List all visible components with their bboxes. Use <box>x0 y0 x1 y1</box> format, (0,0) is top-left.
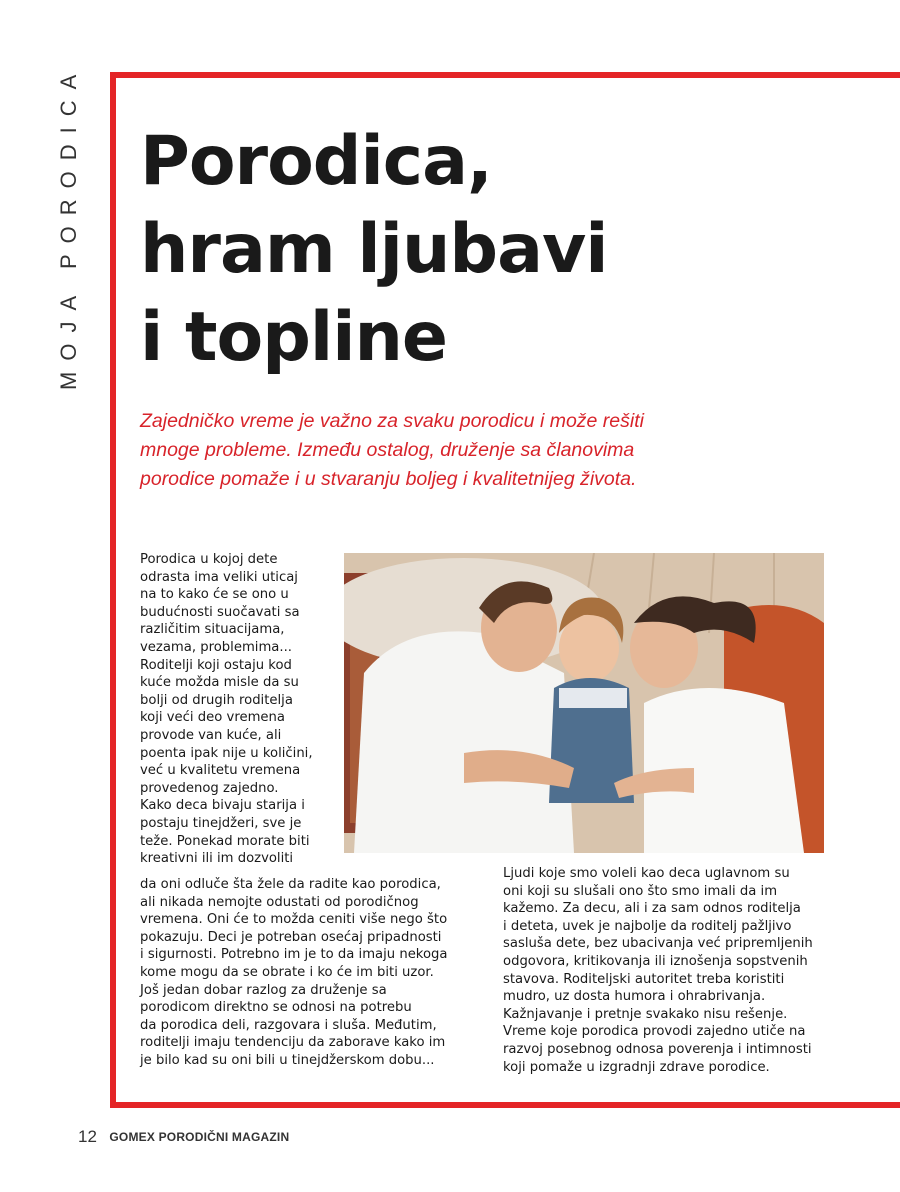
body-line: vezama, problemima... <box>140 639 292 655</box>
body-line: kreativni ili im dozvoliti <box>140 851 294 867</box>
article-lead <box>140 407 680 494</box>
body-line: budućnosti suočavati sa <box>140 604 300 620</box>
section-label: MOJA PORODICA <box>56 63 81 390</box>
body-line: već u kvalitetu vremena <box>140 763 301 779</box>
title-line: Porodica, <box>140 122 492 201</box>
body-line: sasluša dete, bez ubacivanja već pripremljenih <box>503 936 813 952</box>
body-line: kome mogu da se obrate i ko će im biti uzor. <box>140 964 434 980</box>
body-line: Kažnjavanje i pretnje svakako nisu rešenje. <box>503 1006 788 1022</box>
page-footer <box>78 1127 289 1147</box>
body-column-2 <box>503 865 813 1076</box>
body-line: pokazuju. Deci je potreban osećaj pripadnosti <box>140 929 442 945</box>
body-line: oni koji su slušali ono što smo imali da im <box>503 883 778 899</box>
body-line: teže. Ponekad morate biti <box>140 833 310 849</box>
title-line: i topline <box>140 298 448 377</box>
body-line: porodicom direktno se odnosi na potrebu <box>140 1000 412 1016</box>
body-line: bolji od drugih roditelja <box>140 692 293 708</box>
body-column-1-top <box>140 551 313 868</box>
body-line: i deteta, uvek je najbolje da roditelj pažljivo <box>503 918 792 934</box>
body-line: Vreme koje porodica provodi zajedno utiče na <box>503 1024 806 1040</box>
body-line: Ljudi koje smo voleli kao deca uglavnom su <box>503 866 790 881</box>
body-line: stavova. Roditeljski autoritet treba koristiti <box>503 971 785 987</box>
body-line: kuće možda misle da su <box>140 675 299 691</box>
body-line: odrasta ima veliki uticaj <box>140 569 298 585</box>
body-line: poenta ipak nije u količini, <box>140 745 313 761</box>
body-line: Kako deca bivaju starija i <box>140 798 305 814</box>
body-column-1-bottom <box>140 876 448 1070</box>
body-line: provode van kuće, ali <box>140 727 282 743</box>
page-number: 12 <box>78 1127 97 1146</box>
body-line: da porodica deli, razgovara i sluša. Međutim, <box>140 1017 437 1033</box>
body-line: koji pomaže u izgradnji zdrave porodice. <box>503 1059 770 1075</box>
body-line: Porodica u kojoj dete <box>140 552 278 567</box>
family-photo <box>344 553 824 853</box>
body-line: da oni odluče šta žele da radite kao porodica, <box>140 877 441 892</box>
body-line: mudro, uz dosta humora i ohrabrivanja. <box>503 989 766 1005</box>
lead-line: mnoge probleme. Između ostalog, druženje sa članovima <box>140 439 635 461</box>
body-line: Još jedan dobar razlog za druženje sa <box>140 982 387 998</box>
body-line: koji veći deo vremena <box>140 710 285 726</box>
lead-line: porodice pomaže i u stvaranju boljeg i kvalitetnijeg života. <box>140 468 637 490</box>
body-line: kažemo. Za decu, ali i za sam odnos roditelja <box>503 901 801 917</box>
article-title <box>140 118 760 382</box>
body-line: je bilo kad su oni bili u tinejdžerskom dobu... <box>140 1052 435 1068</box>
body-line: različitim situacijama, <box>140 622 285 638</box>
title-line: hram ljubavi <box>140 210 608 289</box>
lead-line: Zajedničko vreme je važno za svaku porodicu i može rešiti <box>140 410 644 432</box>
body-line: Roditelji koji ostaju kod <box>140 657 292 673</box>
body-line: provedenog zajedno. <box>140 780 279 796</box>
body-line: roditelji imaju tendenciju da zaborave kako im <box>140 1035 446 1051</box>
body-line: ali nikada nemojte odustati od porodičnog <box>140 894 419 910</box>
body-line: i sigurnosti. Potrebno im je to da imaju nekoga <box>140 947 448 963</box>
body-line: na to kako će se ono u <box>140 587 289 603</box>
body-line: postaju tinejdžeri, sve je <box>140 815 302 831</box>
body-line: vremena. Oni će to možda ceniti više nego što <box>140 912 448 928</box>
body-line: razvoj posebnog odnosa poverenja i intimnosti <box>503 1041 812 1057</box>
body-line: odgovora, kritikovanja ili iznošenja sopstvenih <box>503 953 808 969</box>
magazine-name: GOMEX PORODIČNI MAGAZIN <box>109 1130 290 1144</box>
